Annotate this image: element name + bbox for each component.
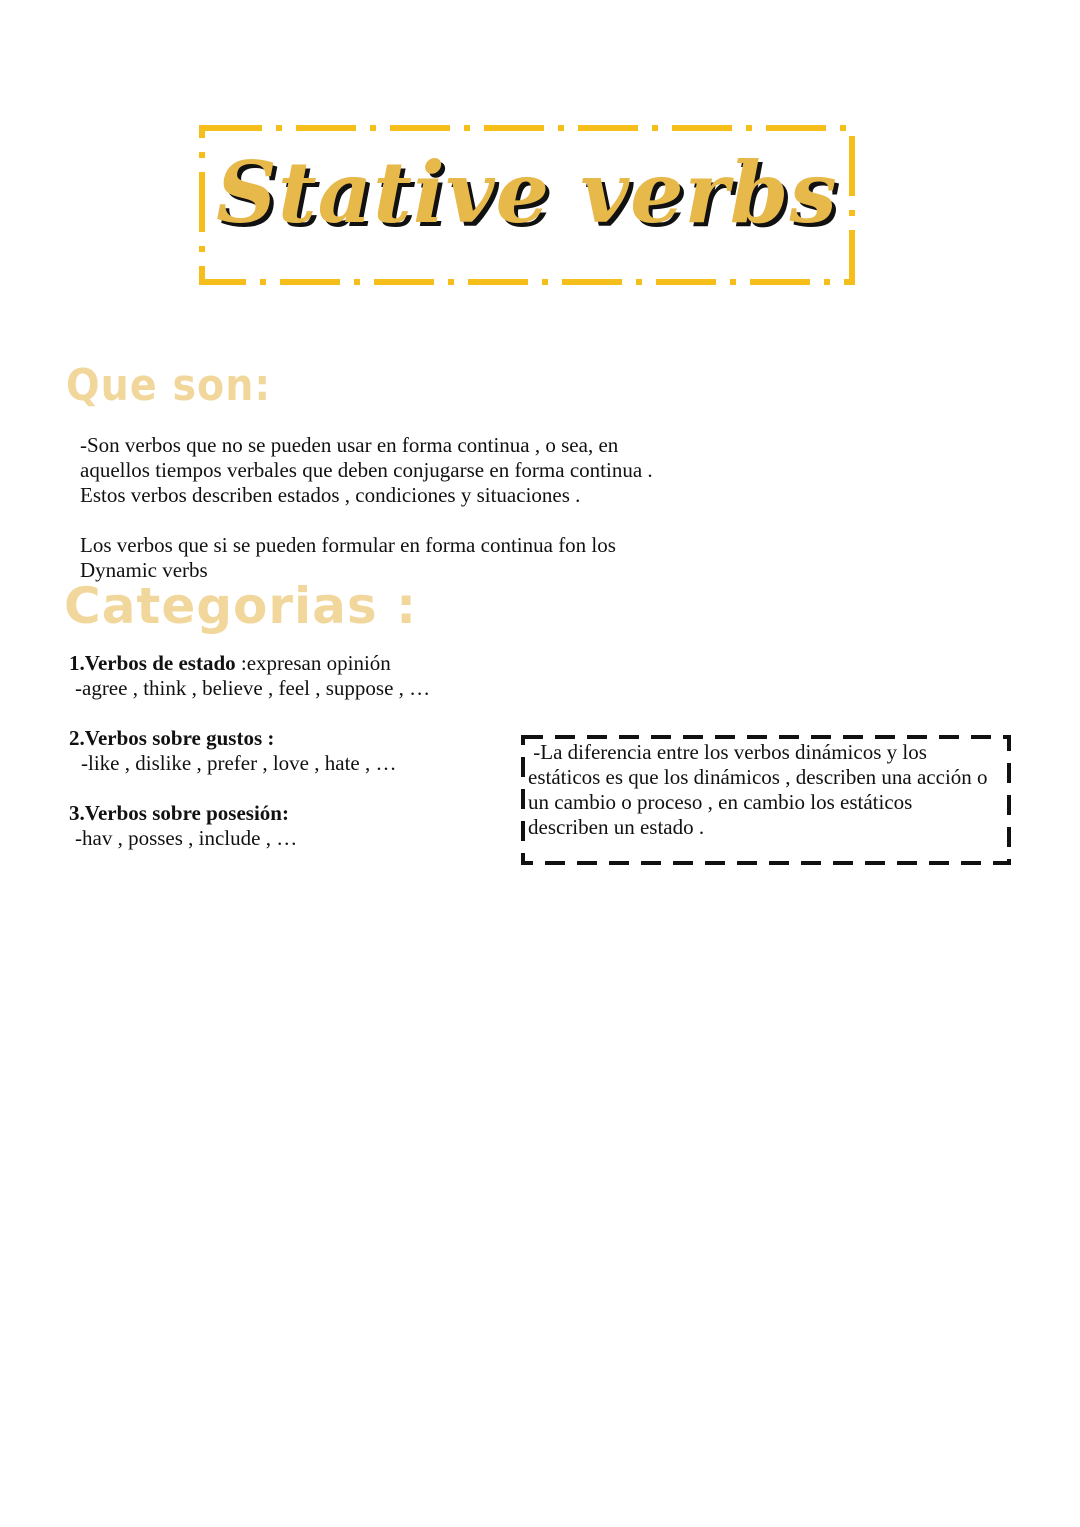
note-text bbox=[528, 740, 1008, 840]
category-item bbox=[69, 651, 519, 701]
definition-line: -Son verbos que no se pueden usar en forma continua , o sea, en bbox=[80, 433, 619, 457]
category-item bbox=[69, 801, 519, 851]
note-line: -La diferencia entre los verbos dinámicos y los bbox=[528, 740, 927, 764]
note-line: describen un estado . bbox=[528, 815, 705, 839]
note-line: estáticos es que los dinámicos , describen una acción o bbox=[528, 765, 988, 789]
definition-line: aquellos tiempos verbales que deben conjugarse en forma continua . bbox=[80, 458, 653, 482]
definition-paragraph bbox=[80, 433, 700, 508]
note-box bbox=[520, 734, 1012, 866]
note-line: un cambio o proceso , en cambio los estáticos bbox=[528, 790, 913, 814]
definition-line: Estos verbos describen estados , condiciones y situaciones . bbox=[80, 483, 581, 507]
dynamic-verbs-paragraph bbox=[80, 533, 700, 583]
category-item bbox=[69, 726, 519, 776]
category-examples: -like , dislike , prefer , love , hate , … bbox=[81, 751, 397, 775]
dynamic-line: Dynamic verbs bbox=[80, 558, 208, 582]
page-title: Stative verbs bbox=[216, 143, 838, 242]
category-title: 2.Verbos sobre gustos : bbox=[69, 726, 275, 750]
category-description: :expresan opinión bbox=[235, 651, 391, 675]
category-examples: -agree , think , believe , feel , suppose , … bbox=[75, 676, 431, 700]
heading-que-son: Que son: bbox=[66, 360, 272, 411]
category-title: 3.Verbos sobre posesión: bbox=[69, 801, 289, 825]
title-frame bbox=[199, 125, 855, 285]
heading-categorias: Categorias : bbox=[64, 577, 418, 635]
category-examples: -hav , posses , include , … bbox=[75, 826, 298, 850]
dynamic-line: Los verbos que si se pueden formular en forma continua fon los bbox=[80, 533, 616, 557]
category-title: 1.Verbos de estado bbox=[69, 651, 236, 675]
